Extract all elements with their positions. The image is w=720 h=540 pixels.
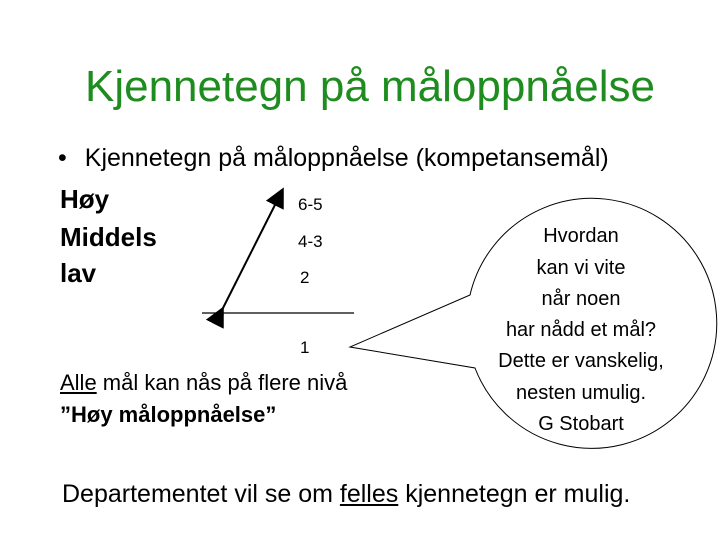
level-medium-score: 4-3 (298, 232, 323, 251)
bullet-text: Kjennetegn på måloppnåelse (kompetansemål) (84, 144, 609, 172)
levels-note (60, 370, 347, 396)
bubble-line: G Stobart (538, 413, 624, 435)
double-arrow (222, 191, 282, 310)
note-quote: ”Høy måloppnåelse” (60, 402, 277, 427)
level-high-score: 6-5 (298, 195, 323, 214)
note-rest: mål kan nås på flere nivå (96, 370, 348, 395)
level-low-score: 2 (300, 268, 310, 287)
level-low-label: lav (60, 258, 97, 288)
bubble-line: kan vi vite (536, 257, 626, 279)
bubble-line: Hvordan (543, 225, 619, 247)
lowest-score: 1 (300, 338, 310, 357)
note-underlined-word: Alle (60, 370, 97, 395)
slide-title: Kjennetegn på måloppnåelse (84, 62, 655, 111)
bubble-line: når noen (541, 288, 621, 310)
footer-text (62, 480, 630, 509)
bubble-line: Dette er vanskelig, (498, 350, 664, 372)
footer-before: Departementet vil se om (62, 480, 340, 508)
bullet-symbol: • (58, 144, 67, 172)
bubble-line: har nådd et mål? (505, 319, 657, 341)
level-medium-label: Middels (60, 222, 157, 252)
footer-after: kjennetegn er mulig. (398, 480, 631, 508)
bubble-line: nesten umulig. (515, 382, 647, 404)
footer-underlined: felles (339, 480, 399, 508)
level-high-label: Høy (60, 184, 110, 214)
